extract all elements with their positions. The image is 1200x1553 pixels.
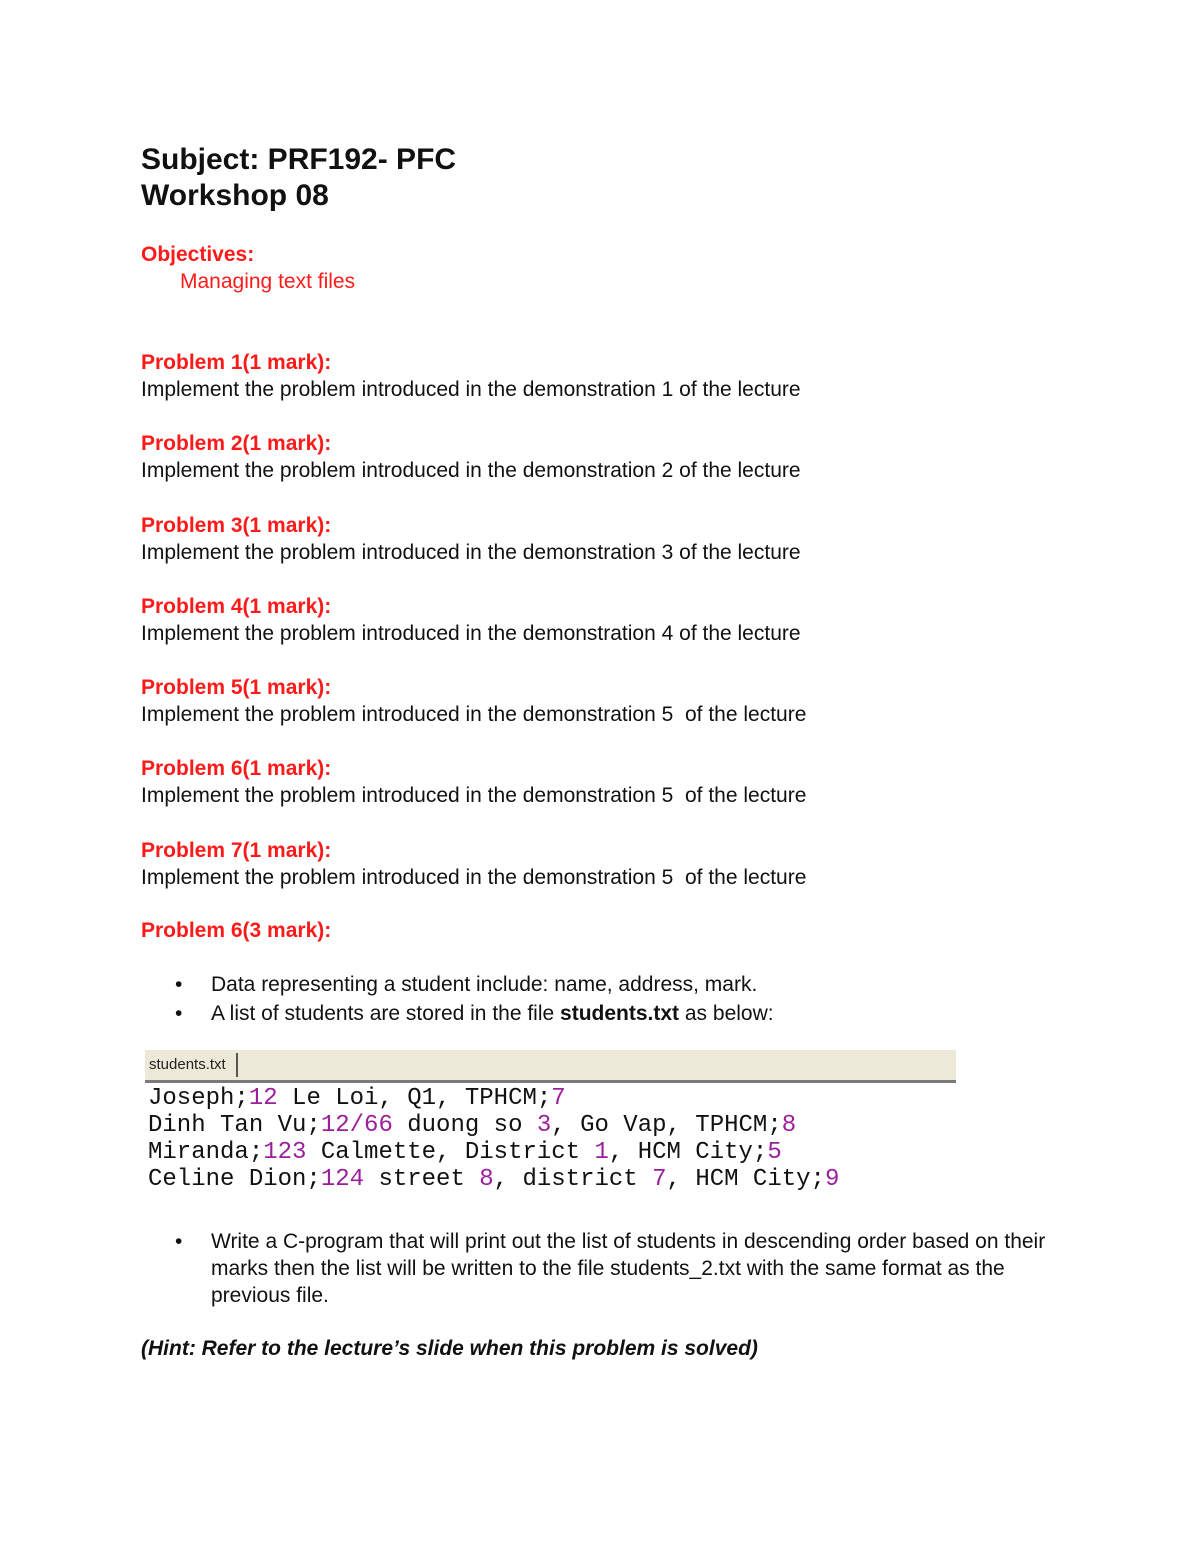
file-content [145, 1083, 956, 1198]
file-line-text: Celine Dion; [148, 1166, 321, 1193]
hint-text: (Hint: Refer to the lecture’s slide when this problem is solved) [141, 1337, 758, 1360]
file-line-text: , HCM City; [608, 1139, 768, 1166]
problem-text: Implement the problem introduced in the demonstration 4 of the lecture [141, 622, 801, 645]
file-tab[interactable]: students.txt [147, 1053, 238, 1077]
file-line-text: Le Loi, Q1, TPHCM; [277, 1085, 552, 1112]
problem-heading: Problem 3(1 mark): [141, 514, 332, 537]
file-tab-bar [145, 1050, 956, 1083]
file-line-number: 12 [248, 1085, 278, 1112]
file-line-text: , district [493, 1166, 653, 1193]
requirements-list [141, 971, 1061, 1027]
list-item [141, 1000, 1061, 1027]
problem-heading: Problem 7(1 mark): [141, 839, 332, 862]
file-line-text: , HCM City; [666, 1166, 825, 1193]
objectives-label: Objectives: [141, 243, 255, 266]
file-line [148, 1139, 782, 1166]
task-list [141, 1228, 1061, 1309]
bullet-icon: • [175, 1230, 183, 1253]
problem-heading: Problem 4(1 mark): [141, 595, 332, 618]
file-line-number: 1 [594, 1139, 609, 1166]
list-item [141, 1228, 1061, 1309]
workshop-title: Workshop 08 [141, 179, 329, 212]
file-line-number: 12/66 [320, 1112, 393, 1139]
file-line-text: Miranda; [148, 1139, 264, 1166]
subject-title: Subject: PRF192- PFC [141, 143, 457, 176]
filename-text: students.txt [560, 1002, 680, 1025]
file-viewer [145, 1050, 956, 1198]
final-problem-heading: Problem 6(3 mark): [141, 919, 332, 942]
file-line [148, 1112, 796, 1139]
problem-heading: Problem 1(1 mark): [141, 351, 332, 374]
file-line-text: Dinh Tan Vu; [148, 1112, 321, 1139]
list-item-text: Data representing a student include: name, address, mark. [211, 973, 758, 996]
file-line-text: , Go Vap, TPHCM; [551, 1112, 782, 1139]
file-line-number: 3 [536, 1112, 552, 1139]
problem-heading: Problem 2(1 mark): [141, 432, 332, 455]
file-line-text: Calmette, District [306, 1139, 595, 1166]
problem-heading: Problem 6(1 mark): [141, 757, 332, 780]
file-line-number: 8 [781, 1112, 797, 1139]
problem-heading: Problem 5(1 mark): [141, 676, 332, 699]
file-line-text: street [364, 1166, 480, 1193]
file-line-text: Joseph; [148, 1085, 249, 1112]
list-item [141, 971, 1061, 998]
file-line-number: 124 [320, 1166, 365, 1193]
problem-text: Implement the problem introduced in the demonstration 2 of the lecture [141, 459, 801, 482]
file-line-number: 7 [551, 1085, 566, 1112]
file-line-number: 8 [479, 1166, 494, 1193]
file-line-number: 5 [767, 1139, 782, 1166]
file-line [148, 1166, 839, 1193]
file-line [148, 1085, 566, 1112]
problem-text: Implement the problem introduced in the demonstration 1 of the lecture [141, 378, 801, 401]
file-line-number: 123 [263, 1139, 307, 1166]
problem-text: Implement the problem introduced in the demonstration 3 of the lecture [141, 541, 801, 564]
file-line-number: 9 [824, 1166, 840, 1193]
bullet-icon: • [175, 973, 183, 996]
file-line-number: 7 [652, 1166, 667, 1193]
list-item-text: A list of students are stored in the file [211, 1002, 561, 1025]
list-item-text: Write a C-program that will print out the list of students in descending order based on their marks then the list will be written to the file students_2.txt with the same format as the previous file. [211, 1230, 1046, 1307]
bullet-icon: • [175, 1002, 183, 1025]
file-line-text: duong so [392, 1112, 537, 1139]
objectives-text: Managing text files [180, 270, 356, 293]
problem-text: Implement the problem introduced in the demonstration 5 of the lecture [141, 784, 807, 807]
problem-text: Implement the problem introduced in the demonstration 5 of the lecture [141, 866, 807, 889]
problem-text: Implement the problem introduced in the demonstration 5 of the lecture [141, 703, 807, 726]
list-item-text: as below: [679, 1002, 774, 1025]
